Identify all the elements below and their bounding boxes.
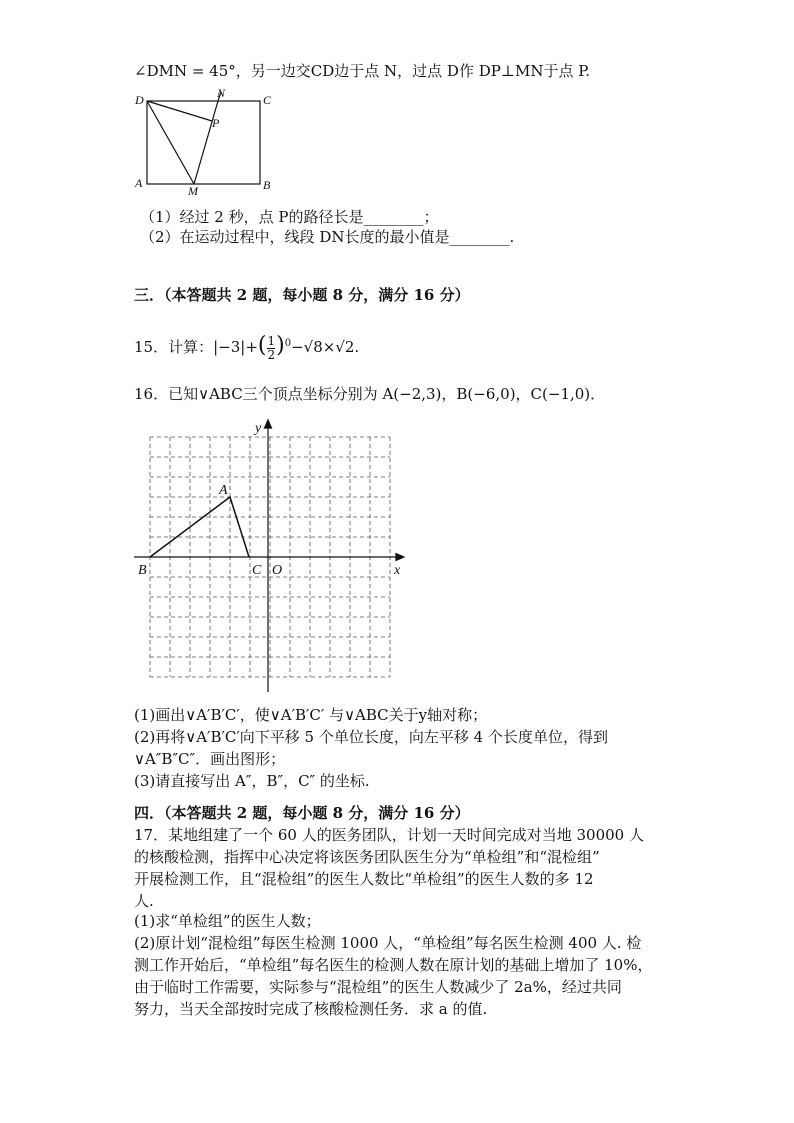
grid-label-a: A [219,483,228,498]
question-16: 16．已知∨ABC三个顶点坐标分别为 A(−2,3)，B(−6,0)，C(−1,0)． [134,385,606,403]
y-axis-arrow [265,420,272,428]
question-15-exponent: 0 [284,338,292,349]
triangle-abc [150,497,249,557]
label-m: M [188,184,198,198]
question-17-part-2-line: 由于临时工作需要，实际参与“混检组”的医生人数减少了 2a%，经过共同 [134,978,622,996]
question-16-part-3: (3)请直接写出 A″，B″，C″ 的坐标. [134,772,370,790]
label-a: A [135,176,143,190]
segment-n-extension [218,92,221,101]
fraction-one-half: $\frac{1}{2}$ [267,333,276,362]
question-17-part-1: (1)求“单检组”的医生人数； [134,912,321,930]
question-15-prefix: 15．计算： [134,338,214,356]
question-15-tail: −√8×√2. [291,338,360,356]
question-17-line: 开展检测工作，且“混检组”的医生人数比“单检组”的医生人数的多 12 [134,870,594,888]
question-17-part-2-line: 努力，当天全部按时完成了核酸检测任务．求 a 的值. [134,1000,488,1018]
question-17-part-2-line: (2)原计划“混检组”每医生检测 1000 人，“单检组”每名医生检测 400 人. 检 [134,934,642,952]
label-c: C [263,93,272,107]
x-axis-arrow [396,554,404,561]
grid-label-c: C [252,563,262,578]
segment-mn [194,101,218,184]
label-d: D [135,93,144,107]
intro-line: ∠DMN = 45°，另一边交CD边于点 N，过点 D作 DP⊥MN于点 P. [134,62,591,80]
label-p: P [212,116,220,130]
grid-label-b: B [138,563,147,578]
question-15: 15．计算：|−3|+( $\frac{1}{2}$ )$^0$−√8×√2. [134,333,360,362]
label-n: N [217,86,226,100]
question-16-part-2a: (2)再将∨A′B′C′向下平移 5 个单位长度，向左平移 4 个长度单位，得到 [134,728,608,746]
question-17-line: 17．某地组建了一个 60 人的医务团队，计划一天时间完成对当地 30000 人 [134,826,644,844]
question-17-line: 的核酸检测，指挥中心决定将该医务团队医生分为“单检组”和“混检组” [134,848,600,866]
question-17-part-2-line: 测工作开始后，“单检组”每名医生的检测人数在原计划的基础上增加了 10%， [134,956,653,974]
question-16-part-2b: ∨A″B″C″．画出图形； [134,750,286,768]
question-14-part-1: （1）经过 2 秒，点 P的路径长是________； [140,208,439,226]
rectangle-abcd [147,101,260,184]
segment-dm [147,101,194,184]
section-3-heading: 三．（本答题共 2 题，每小题 8 分，满分 16 分） [134,286,470,304]
section-4-heading: 四．（本答题共 2 题，每小题 8 分，满分 16 分） [134,804,470,822]
question-15-abs: |−3|+ [213,338,258,356]
grid-label-x: x [394,563,401,578]
question-17-line: 人. [134,892,154,910]
label-b: B [263,178,271,192]
segment-dp [147,101,212,121]
grid-label-o: O [272,563,283,578]
question-16-part-1: (1)画出∨A′B′C′，使∨A′B′C′ 与∨ABC关于y轴对称； [134,706,488,724]
grid-label-y: y [255,421,262,436]
question-14-part-2: （2）在运动过程中，线段 DN长度的最小值是________. [140,228,515,246]
